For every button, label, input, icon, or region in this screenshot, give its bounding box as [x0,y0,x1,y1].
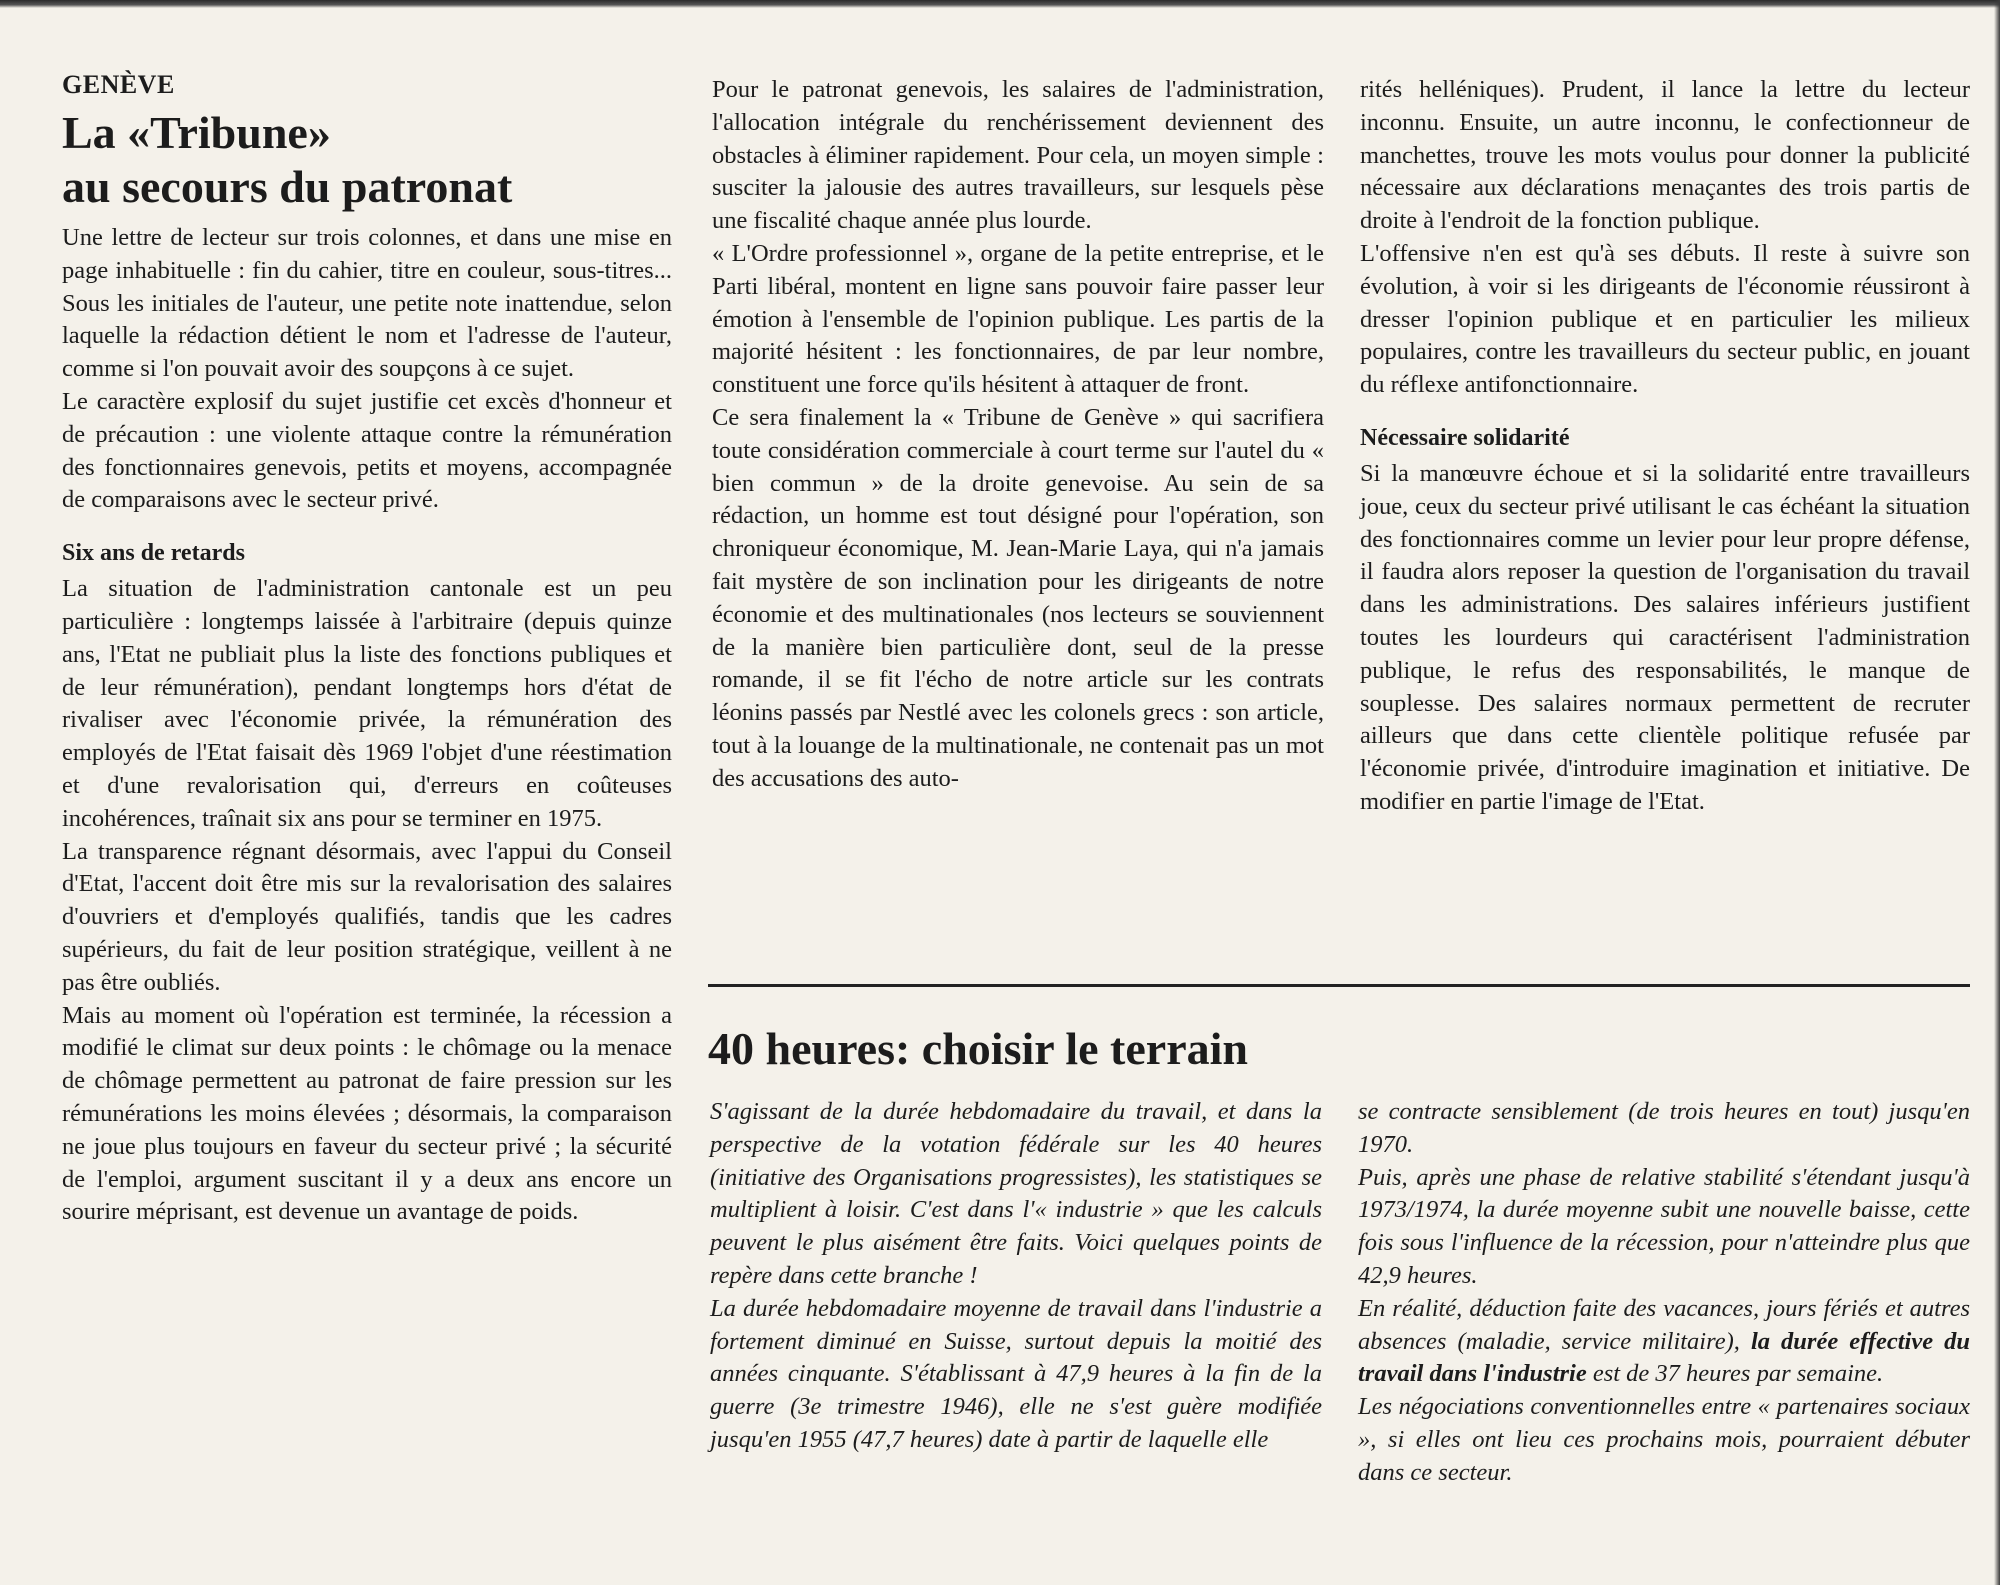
paragraph: Les négociations conventionnelles entre « partenaires sociaux », si elles ont lieu ces prochains mois, pourraient débuter dans ce secteur. [1358,1393,1970,1486]
article1-column-1 [62,70,672,1229]
headline-line-2: au secours du patronat [62,161,513,212]
paragraph: Pour le patronat genevois, les salaires de l'administration, l'allocation intégrale du renchérissement deviennent des obstacles à éliminer rapidement. Pour cela, un moyen simple : susciter la jalousie des autres travailleurs, sur lesquels pèse une fiscalité chaque année plus lourde. [712,76,1324,235]
article1-column-2 [712,74,1324,796]
paragraph: Ce sera finalement la « Tribune de Genève » qui sacrifiera toute considération commerciale à court terme sur l'autel du « bien commun » de la droite genevoise. Au sein de sa rédaction, un homme est tout désigné pour l'opération, son chroniqueur économique, M. Jean-Marie Laya, qui n'a jamais fait mystère de son inclination pour les dirigeants de notre économie et des multinationales (nos lecteurs se souviennent de la manière bien particulière dont, seul de la presse romande, il se fit l'écho de notre article sur les contrats léonins passés par Nestlé avec les colonels grecs : son article, tout à la louange de la multinationale, ne contenait pas un mot des accusations des auto- [712,403,1324,792]
article2-column-1 [710,1096,1322,1457]
paragraph: Si la manœuvre échoue et si la solidarité entre travailleurs joue, ceux du secteur privé utilisant le cas échéant la situation des fonctionnaires comme un levier pour leur propre défense, il faudra alors reposer la question de l'organisation du travail dans les administrations. Des salaires inférieurs justifient toutes les lourdeurs qui caractérisent l'administration publique, le refus des responsabilités, le manque de souplesse. Des salaires normaux permettent de recruter ailleurs que dans cette clientèle politique refusée par l'économie privée, d'introduire imagination et initiative. De modifier en partie l'image de l'Etat. [1360,459,1970,815]
text-run: est de 37 heures par semaine. [1586,1360,1884,1388]
emphasis: la durée effective du travail dans l'industrie [1358,1327,1970,1388]
paragraph: Puis, après une phase de relative stabilité s'étendant jusqu'à 1973/1974, la durée moyenne subit une nouvelle baisse, cette fois sous l'influence de la récession, pour n'atteindre plus que 42,9 heures. [1358,1163,1970,1289]
section-divider [708,984,1970,987]
paragraph: se contracte sensiblement (de trois heures en tout) jusqu'en 1970. [1358,1098,1970,1158]
article2-column-2 [1358,1096,1970,1490]
paragraph: « L'Ordre professionnel », organe de la petite entreprise, et le Parti libéral, montent en ligne sans pouvoir faire passer leur émotion à l'ensemble de l'opinion publique. Les partis de la majorité hésitent : les fonctionnaires, de par leur nombre, constituent une force qu'ils hésitent à attaquer de front. [712,239,1324,399]
paragraph: La situation de l'administration cantonale est un peu particulière : longtemps laissée à l'arbitraire (depuis quinze ans, l'Etat ne publiait plus la liste des fonctions publiques et de leur rémunération), pendant longtemps hors d'état de rivaliser avec l'économie privée, la rémunération des employés de l'Etat faisait dès 1969 l'objet d'une réestimation et d'une revalorisation qui, d'erreurs en coûteuses incohérences, traînait six ans pour se terminer en 1975. [62,575,672,832]
paragraph: Le caractère explosif du sujet justifie cet excès d'honneur et de précaution : une violente attaque contre la rémunération des fonctionnaires genevois, petits et moyens, accompagnée de comparaisons avec le secteur privé. [62,387,672,514]
headline-line-1: La «Tribune» [62,107,331,158]
paragraph: S'agissant de la durée hebdomadaire du travail, et dans la perspective de la votation fédérale sur les 40 heures (initiative des Organisations progressistes), les statistiques se multiplient à loisir. C'est dans l'« industrie » que les calculs peuvent le plus aisément être faits. Voici quelques points de repère dans cette branche ! [710,1098,1322,1289]
article1-column-3 [1360,74,1970,819]
paragraph [1358,1293,1970,1391]
subheading: Nécessaire solidarité [1360,424,1570,451]
paragraph: La durée hebdomadaire moyenne de travail dans l'industrie a fortement diminué en Suisse, surtout depuis la moitié des années cinquante. S'établissant à 47,9 heures à la fin de la guerre (3e trimestre 1946), elle ne s'est guère modifiée jusqu'en 1955 (47,7 heures) date à partir de laquelle elle [710,1294,1322,1453]
page-right-edge [1994,0,2000,1585]
subheading: Six ans de retards [62,540,245,567]
page-top-edge [0,0,2000,8]
headline [62,106,672,214]
headline-40-heures: 40 heures: choisir le terrain [708,1023,1248,1074]
paragraph: rités helléniques). Prudent, il lance la lettre du lecteur inconnu. Ensuite, un autre inconnu, le confectionneur de manchettes, trouve les mots voulus pour donner la publicité nécessaire aux déclarations menaçantes des trois partis de droite à l'endroit de la fonction publique. [1360,76,1970,235]
paragraph: La transparence régnant désormais, avec l'appui du Conseil d'Etat, l'accent doit être mis sur la revalorisation des salaires d'ouvriers et d'employés qualifiés, tandis que les cadres supérieurs, du fait de leur position stratégique, veillent à ne pas être oubliés. [62,837,672,996]
paragraph: Une lettre de lecteur sur trois colonnes, et dans une mise en page inhabituelle : fin du cahier, titre en couleur, sous-titres... Sous les initiales de l'auteur, une petite note inattendue, selon laquelle la rédaction détient le nom et l'adresse de l'auteur, comme si l'on pouvait avoir des soupçons à ce sujet. [62,224,672,383]
paragraph: L'offensive n'en est qu'à ses débuts. Il reste à suivre son évolution, à voir si les dirigeants de l'économie réussiront à dresser l'opinion publique et en particulier les milieux populaires, contre les travailleurs du secteur public, en jouant du réflexe antifonctionnaire. [1360,239,1970,399]
text-run: En réalité, déduction faite des vacances, jours fériés et autres absences (maladie, service militaire), [1358,1294,1970,1355]
paragraph: Mais au moment où l'opération est terminée, la récession a modifié le climat sur deux points : le chômage ou la menace de chômage permettent au patronat de faire pression sur les rémunérations les moins élevées ; désormais, la comparaison ne joue plus toujours en faveur du secteur privé ; la sécurité de l'emploi, argument suscitant il y a deux ans encore un sourire méprisant, est devenue un avantage de poids. [62,1001,672,1226]
kicker: GENÈVE [62,70,175,99]
